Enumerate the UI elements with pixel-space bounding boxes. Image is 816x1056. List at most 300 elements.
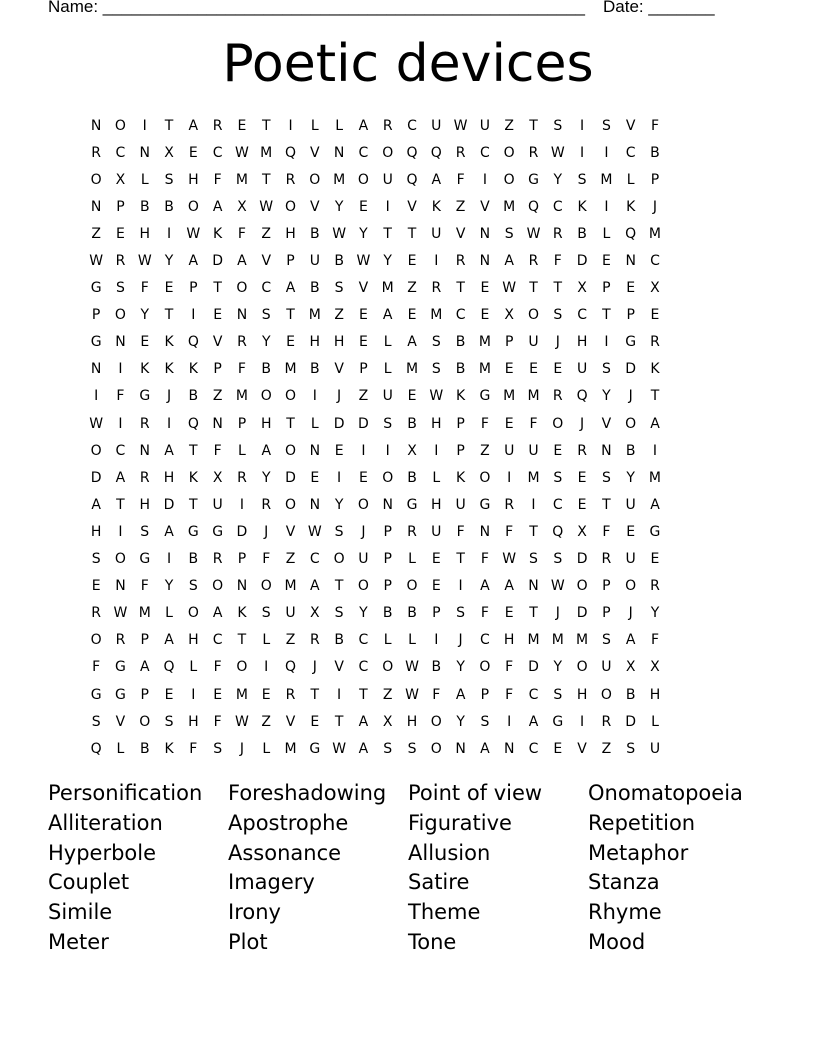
grid-letter: C bbox=[261, 280, 272, 297]
word-bank-item: Simile bbox=[48, 900, 113, 925]
grid-letter: O bbox=[139, 713, 151, 730]
grid-letter: N bbox=[115, 334, 126, 351]
grid-letter: Y bbox=[602, 388, 611, 405]
grid-letter: X bbox=[237, 198, 247, 215]
grid-letter: O bbox=[430, 713, 442, 730]
word-bank-item: Couplet bbox=[48, 870, 130, 895]
word-bank-item: Assonance bbox=[228, 840, 342, 865]
grid-letter: L bbox=[165, 605, 173, 622]
grid-letter: C bbox=[455, 307, 466, 324]
grid-letter: A bbox=[212, 605, 223, 622]
grid-letter: Q bbox=[163, 659, 175, 676]
grid-letter: T bbox=[456, 551, 465, 568]
word-bank-item: Tone bbox=[408, 929, 457, 954]
grid-letter: V bbox=[115, 713, 126, 730]
grid-letter: D bbox=[625, 361, 637, 378]
grid-letter: F bbox=[480, 551, 489, 568]
grid-letter: E bbox=[358, 307, 368, 324]
grid-letter: N bbox=[139, 442, 150, 459]
grid-letter: F bbox=[480, 415, 489, 432]
grid-letter: U bbox=[431, 225, 442, 242]
grid-letter: F bbox=[213, 171, 222, 188]
grid-letter: I bbox=[507, 713, 512, 730]
grid-letter: V bbox=[407, 198, 417, 215]
grid-letter: Y bbox=[456, 659, 465, 676]
grid-letter: T bbox=[213, 280, 222, 297]
grid-letter: U bbox=[358, 551, 369, 568]
grid-letter: C bbox=[528, 740, 539, 757]
grid-letter: L bbox=[262, 632, 271, 649]
grid-letter: K bbox=[626, 198, 636, 215]
grid-letter: H bbox=[188, 632, 199, 649]
grid-letter: B bbox=[407, 415, 417, 432]
grid-letter: C bbox=[480, 632, 490, 649]
grid-letter: W bbox=[550, 144, 565, 161]
grid-letter: I bbox=[434, 253, 439, 270]
grid-letter: V bbox=[334, 659, 344, 676]
grid-letter: O bbox=[236, 280, 248, 297]
grid-letter: B bbox=[164, 198, 174, 215]
grid-letter: C bbox=[552, 198, 563, 215]
grid-letter: E bbox=[407, 307, 417, 324]
grid-letter: C bbox=[577, 307, 587, 324]
grid-letter: Y bbox=[626, 469, 635, 486]
grid-letter: X bbox=[650, 659, 660, 676]
grid-letter: X bbox=[650, 280, 660, 297]
grid-letter: S bbox=[334, 523, 344, 540]
grid-letter: N bbox=[212, 415, 223, 432]
grid-letter: Y bbox=[359, 605, 368, 622]
grid-letter: T bbox=[407, 225, 417, 242]
grid-letter: A bbox=[625, 632, 636, 649]
grid-letter: W bbox=[89, 415, 104, 432]
grid-letter: K bbox=[140, 361, 150, 378]
grid-letter: I bbox=[118, 523, 123, 540]
grid-letter: S bbox=[553, 307, 563, 324]
grid-letter: F bbox=[213, 659, 222, 676]
grid-letter: G bbox=[212, 523, 224, 540]
grid-letter: I bbox=[94, 388, 99, 405]
grid-letter: P bbox=[602, 605, 611, 622]
grid-letter: T bbox=[116, 496, 125, 513]
grid-letter: Q bbox=[527, 198, 539, 215]
grid-letter: I bbox=[434, 442, 439, 459]
grid-letter: X bbox=[115, 171, 126, 188]
grid-letter: O bbox=[187, 605, 199, 622]
grid-letter: Q bbox=[625, 225, 637, 242]
grid-letter: W bbox=[332, 225, 347, 242]
grid-letter: E bbox=[504, 361, 514, 378]
grid-letter: J bbox=[628, 388, 633, 405]
grid-letter: P bbox=[383, 578, 392, 595]
grid-letter: L bbox=[335, 117, 344, 134]
grid-letter: C bbox=[358, 144, 369, 161]
grid-letter: J bbox=[337, 388, 342, 405]
grid-letter: L bbox=[310, 415, 319, 432]
grid-letter: N bbox=[503, 740, 515, 757]
grid-letter: D bbox=[625, 713, 637, 730]
word-bank-item: Figurative bbox=[408, 810, 512, 835]
grid-letter: I bbox=[312, 388, 317, 405]
word-bank-item: Alliteration bbox=[48, 810, 163, 835]
grid-letter: Q bbox=[285, 144, 297, 161]
grid-letter: S bbox=[553, 117, 563, 134]
grid-letter: M bbox=[308, 307, 321, 324]
grid-letter: I bbox=[580, 117, 585, 134]
grid-letter: I bbox=[385, 442, 390, 459]
grid-letter: T bbox=[164, 307, 174, 324]
grid-letter: I bbox=[166, 551, 172, 568]
grid-letter: B bbox=[188, 388, 199, 405]
grid-letter: C bbox=[625, 144, 636, 161]
grid-letter: A bbox=[91, 496, 101, 513]
grid-letter: N bbox=[479, 523, 491, 540]
grid-letter: O bbox=[285, 198, 297, 215]
grid-letter: Q bbox=[187, 334, 199, 351]
grid-letter: S bbox=[334, 605, 344, 622]
grid-letter: D bbox=[333, 415, 345, 432]
grid-letter: A bbox=[310, 578, 320, 595]
grid-letter: J bbox=[239, 740, 244, 757]
grid-letter: L bbox=[651, 713, 659, 730]
grid-letter: G bbox=[479, 388, 491, 405]
grid-letter: S bbox=[577, 171, 587, 188]
grid-letter: C bbox=[212, 144, 223, 161]
grid-letter: N bbox=[90, 117, 102, 134]
grid-letter: R bbox=[528, 144, 539, 161]
grid-letter: W bbox=[332, 740, 347, 757]
page-title: Poetic devices bbox=[222, 34, 594, 94]
grid-letter: A bbox=[237, 253, 247, 270]
grid-letter: T bbox=[189, 442, 198, 459]
grid-letter: D bbox=[163, 496, 175, 513]
grid-letter: T bbox=[164, 117, 174, 134]
grid-letter: Z bbox=[407, 280, 417, 297]
grid-letter: R bbox=[115, 632, 126, 649]
grid-letter: S bbox=[601, 469, 611, 486]
grid-letter: A bbox=[358, 740, 369, 757]
grid-letter: P bbox=[504, 334, 514, 351]
grid-letter: P bbox=[383, 523, 392, 540]
grid-letter: S bbox=[261, 605, 271, 622]
grid-letter: I bbox=[652, 442, 658, 459]
word-bank-item: Personification bbox=[48, 781, 203, 805]
grid-letter: E bbox=[358, 334, 368, 351]
grid-letter: A bbox=[650, 496, 660, 513]
grid-letter: H bbox=[649, 686, 661, 703]
grid-letter: A bbox=[504, 253, 514, 270]
grid-letter: U bbox=[576, 361, 588, 378]
grid-letter: R bbox=[261, 496, 272, 513]
grid-letter: E bbox=[650, 307, 660, 324]
grid-letter: N bbox=[309, 442, 321, 459]
name-field-label: Name: ___________________________________________________ bbox=[48, 0, 585, 16]
grid-letter: S bbox=[383, 415, 393, 432]
grid-letter: A bbox=[212, 198, 223, 215]
grid-letter: C bbox=[650, 253, 660, 270]
grid-letter: O bbox=[382, 144, 394, 161]
grid-letter: D bbox=[285, 469, 296, 486]
grid-letter: F bbox=[432, 686, 441, 703]
grid-letter: Y bbox=[164, 578, 174, 595]
grid-letter: H bbox=[406, 713, 418, 730]
grid-letter: G bbox=[115, 686, 126, 703]
grid-letter: J bbox=[555, 605, 560, 622]
grid-letter: F bbox=[262, 551, 271, 568]
grid-letter: G bbox=[649, 523, 661, 540]
grid-letter: M bbox=[576, 632, 589, 649]
grid-letter: E bbox=[650, 551, 660, 568]
grid-letter: M bbox=[600, 171, 613, 188]
grid-letter: F bbox=[189, 740, 198, 757]
grid-letter: U bbox=[382, 388, 393, 405]
grid-letter: E bbox=[140, 334, 150, 351]
grid-letter: L bbox=[408, 551, 416, 568]
grid-letter: C bbox=[407, 117, 417, 134]
grid-letter: B bbox=[455, 361, 466, 378]
grid-letter: O bbox=[357, 578, 369, 595]
grid-letter: B bbox=[139, 198, 150, 215]
grid-letter: N bbox=[479, 225, 491, 242]
grid-letter: S bbox=[407, 740, 417, 757]
grid-letter: U bbox=[212, 496, 223, 513]
grid-letter: E bbox=[577, 496, 587, 513]
grid-letter: R bbox=[212, 117, 223, 134]
grid-letter: C bbox=[552, 496, 563, 513]
grid-letter: I bbox=[118, 415, 123, 432]
grid-letter: B bbox=[455, 334, 466, 351]
grid-letter: E bbox=[504, 415, 514, 432]
grid-letter: U bbox=[285, 605, 296, 622]
grid-letter: E bbox=[553, 442, 563, 459]
grid-letter: G bbox=[309, 740, 321, 757]
grid-letter: U bbox=[528, 334, 539, 351]
grid-letter: U bbox=[625, 496, 636, 513]
grid-letter: D bbox=[212, 253, 224, 270]
grid-letter: M bbox=[138, 605, 151, 622]
grid-letter: B bbox=[188, 551, 199, 568]
grid-letter: A bbox=[358, 713, 369, 730]
word-bank-item: Satire bbox=[408, 870, 470, 895]
grid-letter: R bbox=[431, 280, 442, 297]
grid-letter: W bbox=[502, 280, 517, 297]
grid-letter: A bbox=[455, 686, 466, 703]
grid-letter: F bbox=[92, 659, 101, 676]
grid-letter: A bbox=[407, 334, 417, 351]
grid-letter: I bbox=[507, 469, 512, 486]
grid-letter: C bbox=[212, 632, 223, 649]
grid-letter: O bbox=[357, 171, 369, 188]
word-bank-item: Imagery bbox=[228, 870, 315, 895]
grid-letter: M bbox=[648, 225, 662, 242]
grid-letter: P bbox=[650, 171, 660, 188]
grid-letter: I bbox=[385, 198, 390, 215]
grid-letter: F bbox=[140, 280, 149, 297]
word-bank-item: Apostrophe bbox=[228, 810, 349, 835]
grid-letter: S bbox=[504, 225, 514, 242]
grid-letter: M bbox=[235, 388, 248, 405]
grid-letter: E bbox=[164, 280, 174, 297]
grid-letter: O bbox=[309, 171, 321, 188]
grid-letter: V bbox=[285, 713, 296, 730]
grid-letter: O bbox=[430, 740, 442, 757]
grid-letter: W bbox=[356, 253, 371, 270]
grid-letter: G bbox=[90, 280, 102, 297]
grid-letter: I bbox=[166, 415, 172, 432]
grid-letter: F bbox=[237, 361, 246, 378]
grid-letter: P bbox=[602, 578, 611, 595]
grid-letter: R bbox=[650, 578, 660, 595]
grid-letter: B bbox=[625, 442, 636, 459]
grid-letter: T bbox=[286, 307, 295, 324]
grid-letter: T bbox=[529, 280, 538, 297]
grid-letter: K bbox=[164, 334, 174, 351]
grid-letter: K bbox=[188, 361, 198, 378]
grid-letter: A bbox=[164, 442, 174, 459]
grid-letter: E bbox=[577, 469, 587, 486]
grid-letter: T bbox=[286, 415, 295, 432]
grid-letter: R bbox=[115, 253, 126, 270]
grid-letter: I bbox=[434, 632, 439, 649]
grid-letter: Z bbox=[480, 442, 490, 459]
grid-letter: G bbox=[90, 334, 102, 351]
grid-letter: X bbox=[577, 280, 587, 297]
grid-letter: M bbox=[503, 198, 516, 215]
grid-letter: A bbox=[480, 578, 490, 595]
grid-letter: E bbox=[116, 225, 125, 242]
grid-letter: J bbox=[580, 415, 585, 432]
grid-letter: L bbox=[383, 361, 392, 378]
grid-letter: M bbox=[527, 388, 540, 405]
grid-letter: S bbox=[213, 740, 223, 757]
grid-letter: I bbox=[604, 198, 609, 215]
grid-letter: T bbox=[650, 388, 660, 405]
grid-letter: B bbox=[310, 361, 320, 378]
grid-letter: K bbox=[164, 740, 174, 757]
grid-letter: O bbox=[600, 686, 612, 703]
grid-letter: S bbox=[188, 578, 198, 595]
grid-letter: T bbox=[383, 225, 392, 242]
grid-letter: E bbox=[601, 253, 611, 270]
grid-letter: H bbox=[90, 523, 102, 540]
grid-letter: G bbox=[552, 713, 564, 730]
grid-letter: W bbox=[113, 605, 128, 622]
grid-letter: K bbox=[650, 361, 660, 378]
grid-letter: M bbox=[551, 632, 564, 649]
grid-letter: L bbox=[140, 171, 149, 188]
grid-letter: S bbox=[116, 280, 125, 297]
grid-letter: U bbox=[528, 442, 539, 459]
grid-letter: X bbox=[382, 713, 393, 730]
grid-letter: U bbox=[309, 253, 320, 270]
grid-letter: W bbox=[307, 523, 322, 540]
grid-letter: U bbox=[431, 523, 442, 540]
grid-letter: B bbox=[139, 740, 150, 757]
grid-letter: E bbox=[431, 551, 441, 568]
grid-letter: F bbox=[602, 523, 611, 540]
grid-letter: F bbox=[456, 171, 465, 188]
grid-letter: K bbox=[213, 225, 223, 242]
grid-letter: O bbox=[503, 144, 515, 161]
grid-letter: N bbox=[625, 253, 636, 270]
grid-letter: R bbox=[309, 632, 320, 649]
grid-letter: A bbox=[188, 253, 199, 270]
grid-letter: E bbox=[480, 280, 490, 297]
grid-letter: O bbox=[114, 117, 126, 134]
grid-letter: L bbox=[383, 334, 392, 351]
grid-letter: C bbox=[358, 632, 369, 649]
grid-letter: Y bbox=[650, 605, 660, 622]
grid-letter: G bbox=[187, 523, 199, 540]
grid-letter: T bbox=[602, 307, 611, 324]
grid-letter: Q bbox=[552, 523, 564, 540]
grid-letter: E bbox=[431, 578, 441, 595]
grid-letter: N bbox=[90, 361, 102, 378]
grid-letter: T bbox=[334, 713, 344, 730]
grid-letter: V bbox=[334, 361, 344, 378]
grid-letter: H bbox=[139, 496, 150, 513]
grid-letter: N bbox=[479, 253, 491, 270]
grid-letter: G bbox=[406, 496, 418, 513]
grid-letter: I bbox=[580, 144, 585, 161]
grid-letter: M bbox=[333, 171, 346, 188]
grid-letter: L bbox=[432, 469, 441, 486]
grid-letter: J bbox=[555, 334, 560, 351]
grid-letter: P bbox=[359, 361, 368, 378]
grid-letter: U bbox=[431, 117, 442, 134]
grid-letter: I bbox=[191, 686, 196, 703]
grid-letter: N bbox=[139, 144, 150, 161]
word-bank-item: Irony bbox=[228, 900, 281, 925]
grid-letter: N bbox=[115, 578, 126, 595]
grid-letter: O bbox=[406, 578, 418, 595]
grid-letter: T bbox=[310, 686, 320, 703]
grid-letter: E bbox=[164, 686, 174, 703]
grid-letter: F bbox=[480, 605, 489, 622]
grid-letter: Y bbox=[553, 659, 563, 676]
grid-letter: C bbox=[528, 686, 539, 703]
grid-letter: T bbox=[237, 632, 247, 649]
grid-letter: S bbox=[529, 551, 538, 568]
grid-letter: O bbox=[285, 388, 297, 405]
grid-letter: U bbox=[649, 740, 661, 757]
grid-letter: Q bbox=[576, 388, 588, 405]
grid-letter: C bbox=[480, 144, 490, 161]
grid-letter: S bbox=[553, 686, 563, 703]
grid-letter: I bbox=[361, 442, 366, 459]
grid-letter: L bbox=[189, 659, 198, 676]
grid-letter: P bbox=[140, 632, 149, 649]
grid-letter: S bbox=[431, 361, 441, 378]
grid-letter: C bbox=[358, 659, 369, 676]
grid-letter: A bbox=[164, 523, 174, 540]
grid-letter: E bbox=[504, 605, 514, 622]
grid-letter: Y bbox=[359, 225, 368, 242]
grid-letter: L bbox=[602, 225, 611, 242]
grid-letter: P bbox=[602, 280, 611, 297]
grid-letter: I bbox=[604, 144, 609, 161]
grid-letter: Z bbox=[504, 117, 514, 134]
grid-letter: F bbox=[140, 578, 149, 595]
grid-letter: S bbox=[553, 551, 563, 568]
grid-letter: T bbox=[261, 171, 271, 188]
grid-letter: S bbox=[431, 334, 441, 351]
grid-letter: A bbox=[115, 469, 126, 486]
word-bank-item: Stanza bbox=[588, 870, 660, 895]
grid-letter: B bbox=[650, 144, 660, 161]
grid-letter: V bbox=[358, 280, 369, 297]
word-bank bbox=[48, 779, 768, 958]
